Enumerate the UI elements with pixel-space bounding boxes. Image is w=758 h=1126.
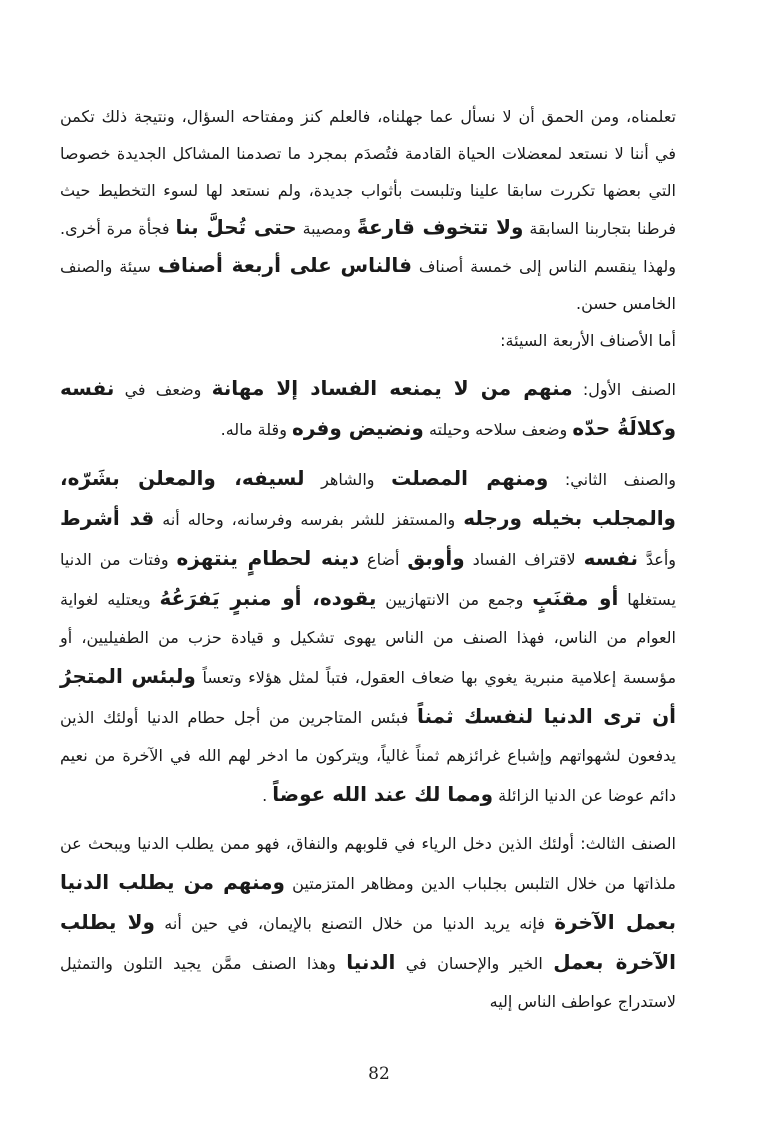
- body-text: فإنه يريد الدنيا من خلال التصنع بالإيمان، في حين أنه: [154, 914, 555, 933]
- body-text: والصنف الثاني:: [548, 470, 676, 489]
- body-text: تعلمناه، ومن الحمق أن لا نسأل عما جهلناه، فالعلم كنز ومفتاحه السؤال، ونتيجة ذلك تكمن في أننا لا نستعد لمعضلات الحياة القادمة فتُصدَم بمجرد ما تصدمنا المشاكل الجديدة خصوصا التي بعضها تكررت سابقا علينا وتلبست بأثواب جديدة، ولم نستعد لها لسوء التخطيط حيث فرطنا بتجاربنا السابقة: [60, 107, 677, 238]
- paragraph: [60, 459, 676, 815]
- paragraph: [60, 369, 676, 449]
- body-text: والمستفز للشر بفرسه وفرسانه، وحاله أنه: [154, 510, 464, 529]
- body-text: وقلة ماله.: [220, 420, 293, 439]
- body-text: فبئس المتاجرين من أجل حطام الدنيا أولئك الذين يدفعون لشهواتهم وإشباع غرائزهم ثمناً غالياً، ويتركون ما ادخر لهم الله في الآخرة من نعيم دائم عوضا عن الدنيا الزائلة: [60, 708, 676, 805]
- body-text: سيئة والصنف الخامس حسن.: [60, 257, 676, 313]
- emphasized-text: ونضيض وفره: [292, 416, 424, 440]
- emphasized-text: ولا تتخوف قارعةً: [356, 215, 524, 239]
- body-text: الصنف الأول:: [572, 380, 676, 399]
- body-text: فجأة مرة أخرى. ولهذا ينقسم الناس إلى خمسة أصناف: [60, 219, 676, 276]
- body-text: .: [262, 786, 273, 805]
- body-text: والشاهر: [304, 470, 392, 489]
- body-text: الخير والإحسان في: [395, 954, 554, 973]
- emphasized-text: قد أشرط: [60, 506, 155, 530]
- emphasized-text: نفسه وكلالَةُ حدّه: [60, 376, 676, 440]
- body-text: ويعتليه لغواية العوام من الناس، فهذا الصنف من الناس يهوى تشكيل و قيادة حزب من الطفيليين، أو مؤسسة إعلامية منبرية يغوي بها ضعاف العقول، فتباً لمثل هؤلاء وتعساً: [60, 590, 677, 687]
- emphasized-text: نفسه: [583, 546, 638, 570]
- body-text: وفتات من الدنيا يستغلها: [60, 550, 677, 609]
- body-text: وهذا الصنف ممَّن يجيد التلون والتمثيل لاستدراج عواطف الناس إليه: [60, 954, 676, 1011]
- paragraph: [60, 322, 676, 359]
- body-text: أضاع: [359, 550, 408, 569]
- paragraph: [60, 825, 676, 1021]
- body-text: وجمع من الانتهازيين: [376, 590, 533, 609]
- emphasized-text: دينه لحطامٍ ينتهزه: [176, 546, 360, 570]
- body-text: وأعدَّ: [637, 550, 677, 569]
- emphasized-text: ومنهم من يطلب الدنيا بعمل الآخرة: [60, 870, 676, 934]
- emphasized-text: ولبئس المتجرُ أن ترى الدنيا لنفسك ثمناً: [60, 664, 676, 728]
- body-text: وضعف سلاحه وحيلته: [423, 420, 573, 439]
- emphasized-text: منهم من لا يمنعه الفساد إلا مهانة: [211, 376, 573, 400]
- emphasized-text: ولا يطلب الآخرة بعمل: [60, 910, 676, 974]
- page-body: [60, 98, 676, 1021]
- emphasized-text: أو مقنَبٍ: [532, 586, 619, 610]
- emphasized-text: وأوبق: [407, 546, 465, 570]
- emphasized-text: ومنهم المصلت: [391, 466, 549, 490]
- emphasized-text: لسيفه، والمعلن بشَرّه، والمجلب بخيله ورجله: [60, 466, 676, 530]
- emphasized-text: فالناس على أربعة أصناف: [157, 253, 412, 277]
- paragraph: [60, 98, 676, 322]
- emphasized-text: الدنيا: [346, 950, 396, 974]
- body-text: لاقتراف الفساد: [464, 550, 584, 569]
- body-text: الصنف الثالث: أولئك الذين دخل الرياء في قلوبهم والنفاق، فهو ممن يطلب الدنيا ويبحث عن ملذاتها من خلال التلبس بجلباب الدين ومظاهر المتزمتين: [60, 834, 676, 893]
- emphasized-text: يقوده، أو منبرٍ يَفرَعُهُ: [159, 586, 377, 610]
- body-text: ومصيبة: [296, 219, 357, 238]
- page-number: 82: [368, 1064, 390, 1084]
- emphasized-text: ومما لك عند الله عوضاً: [272, 782, 494, 806]
- body-text: وضعف في: [114, 380, 212, 399]
- body-text: أما الأصناف الأربعة السيئة:: [500, 331, 676, 350]
- emphasized-text: حتى تُحلَّ بنا: [175, 215, 297, 239]
